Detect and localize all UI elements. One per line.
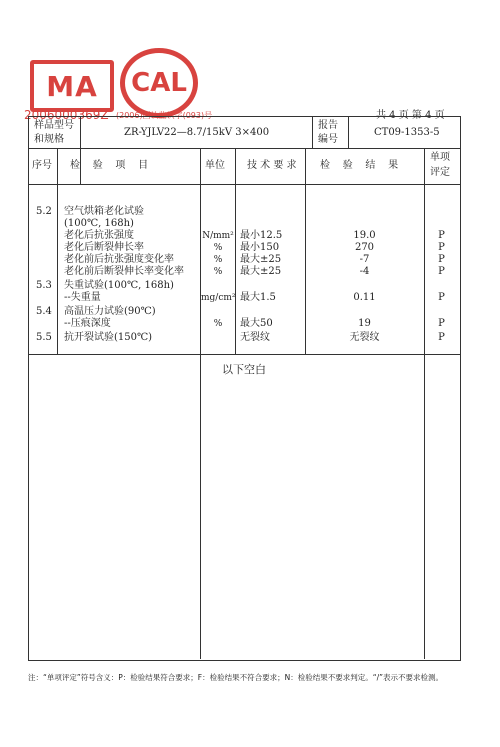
col-header-result: 检 验 结 果: [320, 160, 399, 171]
col-line-seq: [57, 148, 58, 354]
row-9-result: 19: [358, 318, 371, 329]
col-header-item: 检 验 项 目: [70, 160, 149, 171]
row-7-req: 最大1.5: [240, 292, 276, 303]
row-6-seq: 5.3: [36, 280, 52, 291]
sample-model-label-2: 和规格: [34, 134, 64, 145]
footnote: 注：“单项评定”符号含义：P：检验结果符合要求；F：检验结果不符合要求；N：检验结果不要求判定。“/”表示不要求检测。: [28, 673, 444, 682]
row-7-result: 0.11: [353, 292, 376, 303]
row-2-req: 最小12.5: [240, 230, 283, 241]
sample-model-label-1: 样品型号: [34, 120, 74, 131]
col-line-result: [424, 148, 425, 659]
row-10-item: 抗开裂试验(150℃): [64, 332, 153, 343]
row-2-unit: N/mm²: [202, 231, 234, 241]
certificate-number: 2006000369Z: [24, 108, 109, 122]
row-7-unit: mg/cm²: [201, 293, 236, 303]
col-line-unit: [235, 148, 236, 354]
row-5-judge: P: [438, 266, 445, 277]
cal-seal: CAL: [120, 48, 198, 118]
row-5-req: 最大±25: [240, 266, 282, 277]
row-0-item: 空气烘箱老化试验: [64, 206, 144, 217]
row-1-item: (100℃, 168h): [64, 218, 134, 229]
col-header-judge-2: 评定: [430, 167, 450, 178]
row-2-item: 老化后抗张强度: [64, 230, 134, 241]
report-no-label-2: 编号: [318, 134, 338, 145]
col-line-item: [200, 148, 201, 659]
col-header-seq: 序号: [32, 160, 52, 171]
col-header-unit: 单位: [205, 160, 225, 171]
row-6-item: 失重试验(100℃, 168h): [64, 280, 174, 291]
report-no-value: CT09-1353-5: [374, 127, 440, 138]
row-3-unit: %: [213, 243, 223, 253]
row-9-req: 最大50: [240, 318, 273, 329]
row-3-item: 老化后断裂伸长率: [64, 242, 144, 253]
row-3-req: 最小150: [240, 242, 280, 253]
header-col-line-3: [348, 116, 349, 148]
page-indicator: 共 4 页 第 4 页: [376, 110, 445, 121]
row-4-unit: %: [213, 255, 223, 265]
row-10-req: 无裂纹: [240, 332, 270, 343]
row-5-item: 老化前后断裂伸长率变化率: [64, 266, 184, 277]
sample-model-value: ZR-YJLV22—8.7/15kV 3×400: [124, 127, 270, 138]
row-8-item: 高温压力试验(90℃): [64, 306, 156, 317]
row-10-result: 无裂纹: [349, 332, 380, 343]
row-5-result: -4: [359, 266, 370, 277]
row-10-seq: 5.5: [36, 332, 52, 343]
row-2-result: 19.0: [353, 230, 376, 241]
row-2-judge: P: [438, 230, 445, 241]
col-header-req: 技 术 要 求: [247, 160, 297, 171]
row-7-judge: P: [438, 292, 445, 303]
row-4-item: 老化前后抗张强度变化率: [64, 254, 174, 265]
row-4-req: 最大±25: [240, 254, 282, 265]
data-end-divider: [28, 354, 460, 355]
blank-note: 以下空白: [222, 363, 266, 376]
row-4-judge: P: [438, 254, 445, 265]
report-table: [28, 116, 461, 661]
header-divider: [28, 148, 460, 149]
header-col-line-1: [80, 116, 81, 184]
row-3-judge: P: [438, 242, 445, 253]
row-4-result: -7: [359, 254, 370, 265]
row-9-judge: P: [438, 318, 445, 329]
row-3-result: 270: [354, 242, 375, 253]
cma-stamp: MA: [30, 60, 114, 112]
row-8-seq: 5.4: [36, 306, 52, 317]
header-col-line-2: [312, 116, 313, 148]
certificate-authority: (2006)国认监认字(093)号: [116, 111, 213, 120]
row-9-item: --压痕深度: [64, 318, 111, 329]
column-header-divider: [28, 184, 460, 185]
col-header-judge-1: 单项: [430, 152, 450, 163]
row-5-unit: %: [213, 267, 223, 277]
row-0-seq: 5.2: [36, 206, 52, 217]
report-no-label-1: 报告: [318, 120, 338, 131]
row-7-item: --失重量: [64, 292, 101, 303]
row-9-unit: %: [213, 319, 223, 329]
row-10-judge: P: [438, 332, 445, 343]
